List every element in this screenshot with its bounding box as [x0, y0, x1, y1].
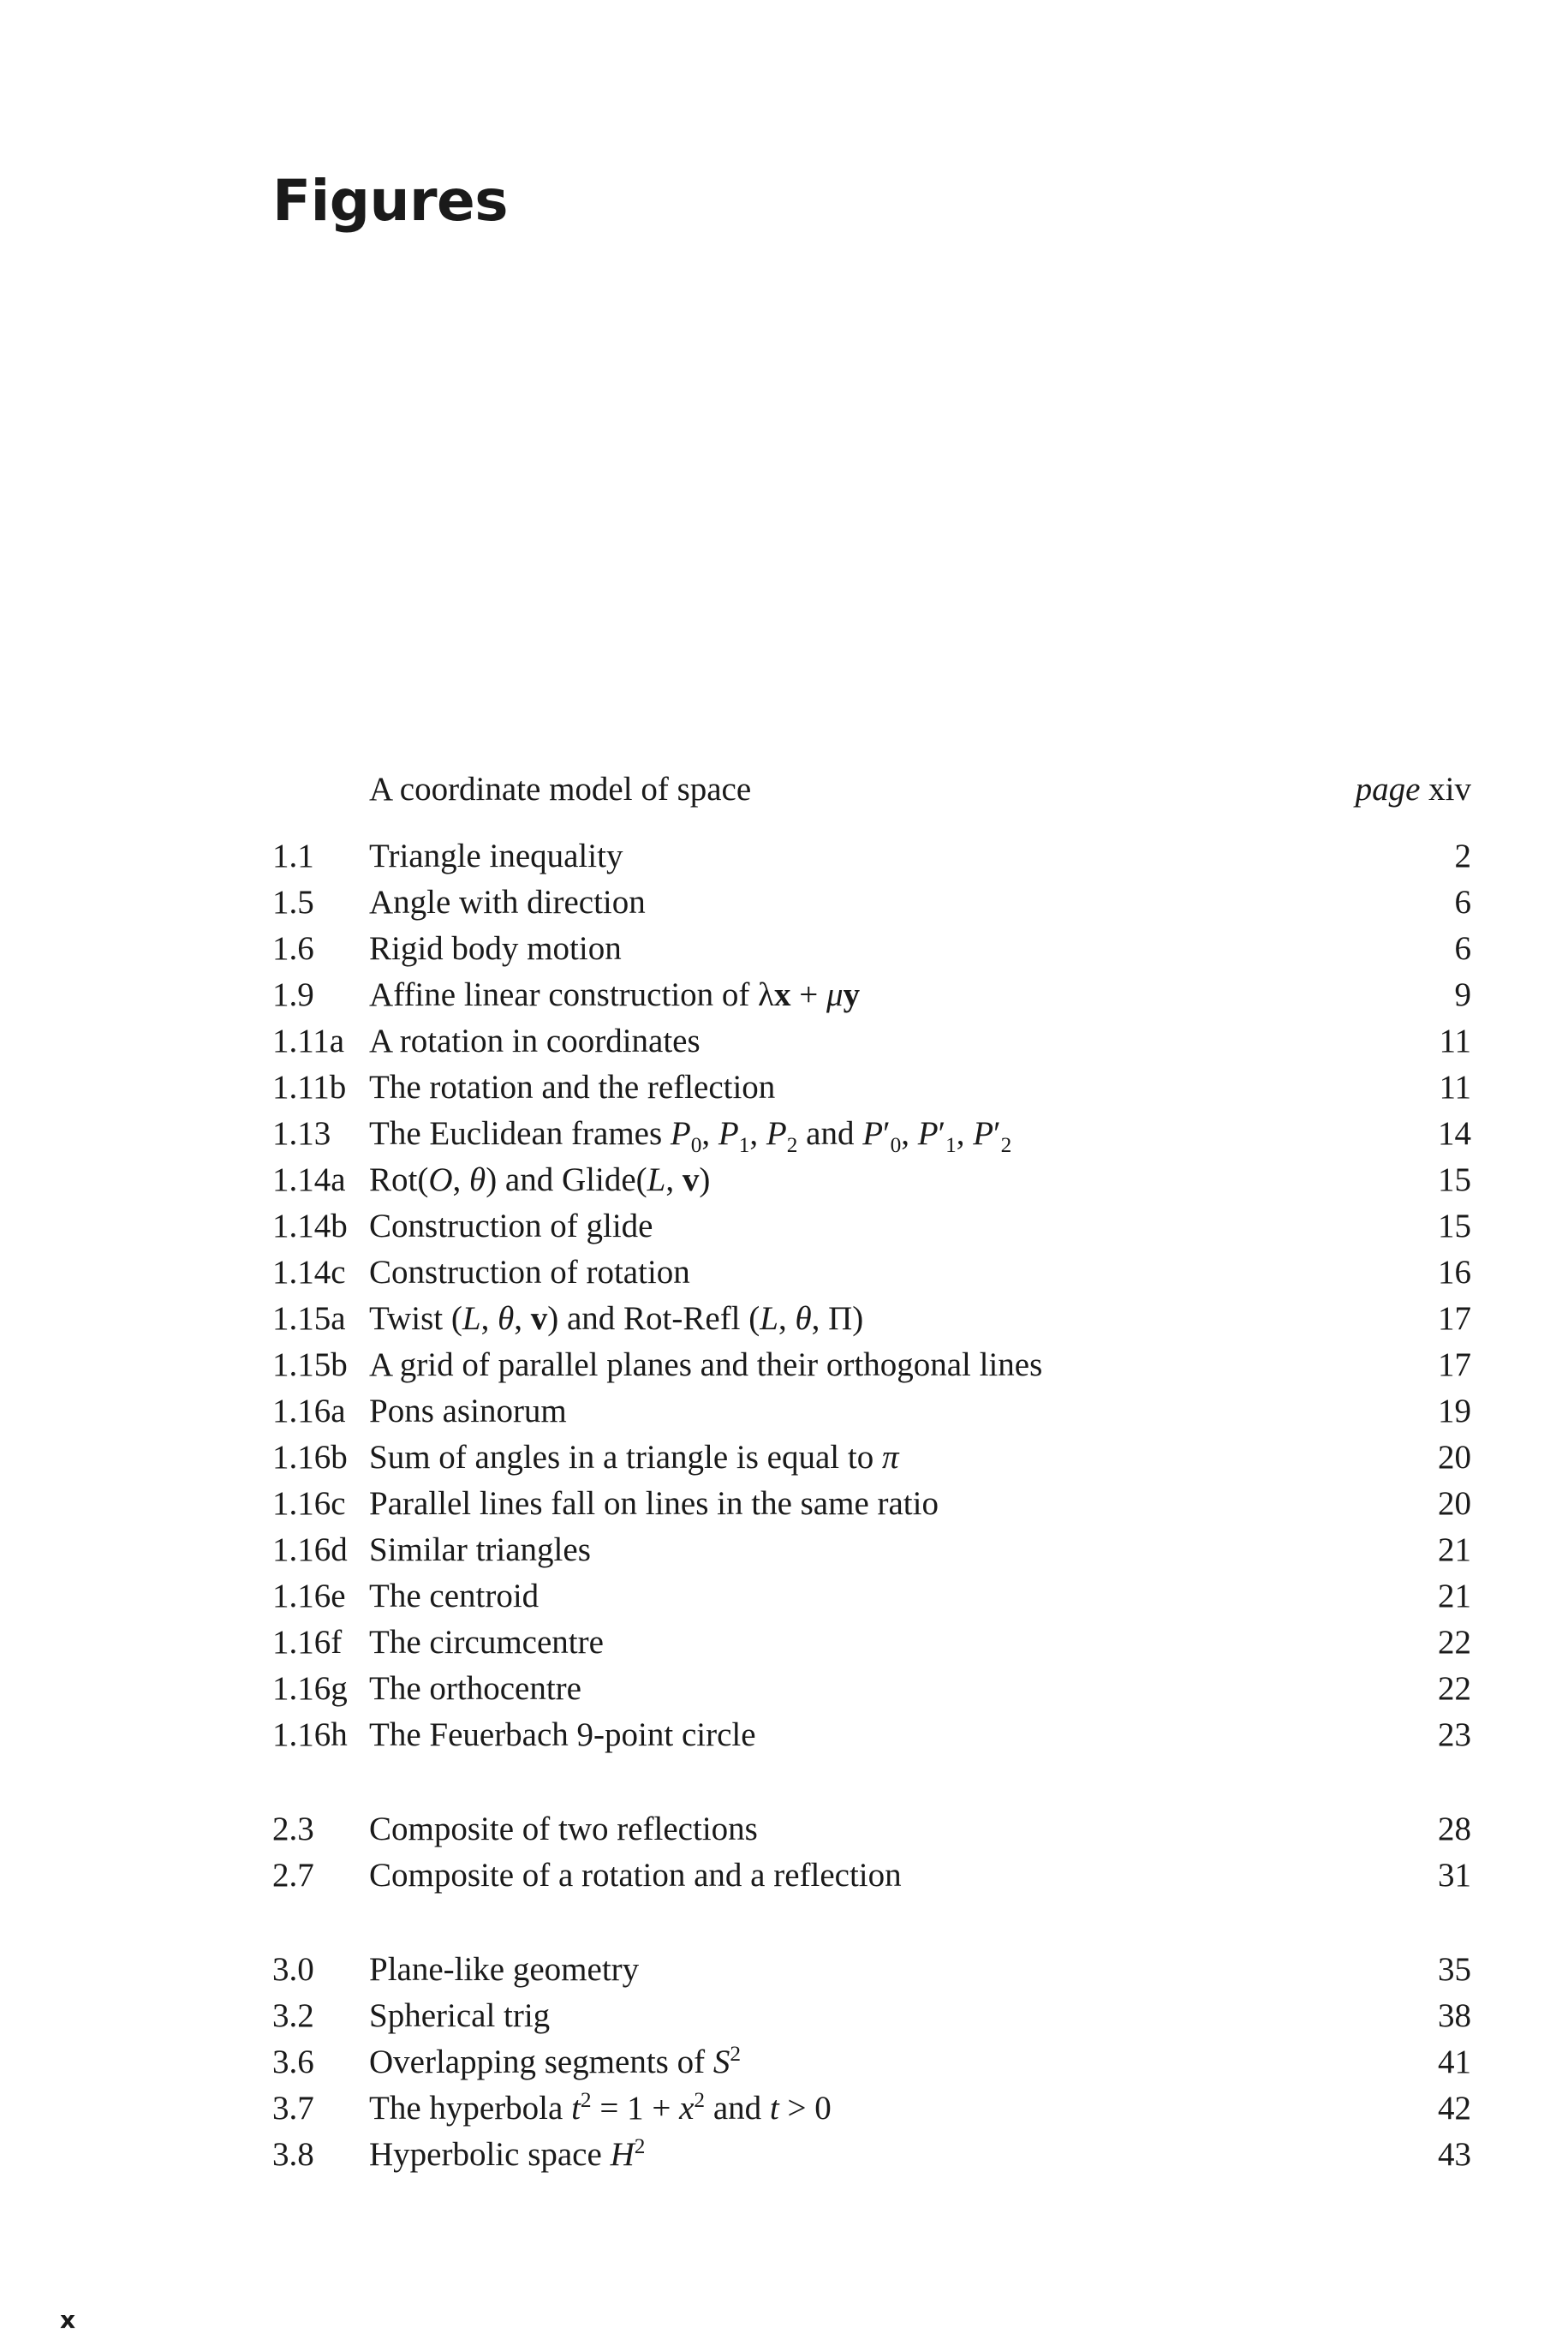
- entry-number: 1.9: [272, 976, 314, 1013]
- entry-label: Hyperbolic space $H^2$: [369, 2134, 646, 2173]
- list-item: [272, 1573, 1471, 1620]
- entry-page: 11: [1439, 1069, 1471, 1106]
- entry-number: 2.7: [272, 1857, 314, 1894]
- entry-number: 1.16f: [272, 1624, 343, 1661]
- entry-label: Composite of two reflections: [369, 1811, 758, 1847]
- list-item: [272, 972, 1471, 1018]
- figure-list: [272, 767, 1471, 2178]
- entry-page: 35: [1438, 1951, 1471, 1988]
- list-item: [272, 1203, 1471, 1250]
- entry-number: 2.3: [272, 1811, 314, 1847]
- entry-number: 1.16g: [272, 1670, 348, 1707]
- entry-page: 17: [1438, 1300, 1471, 1337]
- entry-page: 16: [1438, 1254, 1471, 1291]
- entry-label: The Euclidean frames $P_0$, $P_1$, $P_2$ and $P'_0$, $P'_1$, $P'_2$: [369, 1115, 1012, 1157]
- entry-number: 1.16b: [272, 1439, 348, 1476]
- entry-page: 41: [1438, 2044, 1471, 2080]
- entry-page: 15: [1438, 1161, 1471, 1198]
- entry-number: 1.14a: [272, 1161, 346, 1198]
- entry-page: 43: [1438, 2136, 1471, 2173]
- entry-page: 6: [1454, 930, 1471, 967]
- entry-number: 1.16a: [272, 1393, 346, 1429]
- entry-label: Construction of glide: [369, 1208, 653, 1244]
- page-title: Figures: [272, 168, 509, 234]
- entry-number: 1.15b: [272, 1346, 348, 1383]
- entry-label: A rotation in coordinates: [369, 1023, 701, 1059]
- entry-page: 22: [1438, 1624, 1471, 1661]
- entry-page: [1356, 767, 1471, 813]
- entry-label: The orthocentre: [369, 1670, 581, 1707]
- entry-page: 21: [1438, 1578, 1471, 1614]
- entry-label: Sum of angles in a triangle is equal to π: [369, 1439, 899, 1476]
- list-item: [272, 2039, 1471, 2085]
- entry-label: The hyperbola $t^2 = 1 + x^2$ and t > 0: [369, 2088, 832, 2127]
- page-folio: x: [60, 2306, 76, 2334]
- entry-page: 21: [1438, 1531, 1471, 1568]
- list-item: [272, 1065, 1471, 1111]
- entry-page: 19: [1438, 1393, 1471, 1429]
- list-item: [272, 2085, 1471, 2132]
- page-number: xiv: [1428, 771, 1471, 808]
- list-item: [272, 2132, 1471, 2178]
- entry-number: 1.11a: [272, 1023, 345, 1059]
- list-item: [272, 767, 1471, 813]
- entry-page: 38: [1438, 1997, 1471, 2034]
- list-item: [272, 1435, 1471, 1481]
- entry-label: Rigid body motion: [369, 930, 622, 967]
- entry-page: 11: [1439, 1023, 1471, 1059]
- entry-label: The Feuerbach 9-point circle: [369, 1716, 756, 1753]
- entry-number: 1.16h: [272, 1716, 348, 1753]
- entry-page: 15: [1438, 1208, 1471, 1244]
- entry-number: 1.13: [272, 1115, 331, 1152]
- entry-label: The circumcentre: [369, 1624, 604, 1661]
- list-item: [272, 926, 1471, 972]
- entry-page: 9: [1454, 976, 1471, 1013]
- list-item: [272, 1993, 1471, 2039]
- entry-number: 1.14b: [272, 1208, 348, 1244]
- entry-page: 17: [1438, 1346, 1471, 1383]
- entry-page: 2: [1454, 838, 1471, 874]
- entry-number: 3.2: [272, 1997, 314, 2034]
- entry-number: 3.0: [272, 1951, 314, 1988]
- entry-label: Twist (L, θ, v) and Rot-Refl (L, θ, Π): [369, 1300, 864, 1337]
- list-item: [272, 1111, 1471, 1157]
- entry-number: 1.16d: [272, 1531, 348, 1568]
- list-item: [272, 1250, 1471, 1296]
- list-item: [272, 1342, 1471, 1388]
- entry-label: Similar triangles: [369, 1531, 591, 1568]
- list-item: [272, 1157, 1471, 1203]
- list-item: [272, 1620, 1471, 1666]
- entry-label: The rotation and the reflection: [369, 1069, 776, 1106]
- entry-page: 31: [1438, 1857, 1471, 1894]
- entry-label: Triangle inequality: [369, 838, 623, 874]
- entry-page: 14: [1438, 1115, 1471, 1152]
- list-item: [272, 833, 1471, 880]
- entry-label: Affine linear construction of λx + μy: [369, 976, 861, 1013]
- entry-label: Rot(O, θ) and Glide(L, v): [369, 1161, 711, 1198]
- list-item: [272, 1527, 1471, 1573]
- entry-label: Composite of a rotation and a reflection: [369, 1857, 902, 1894]
- page-prefix: page: [1355, 771, 1421, 808]
- list-item: [272, 1018, 1471, 1065]
- entry-label: Plane-like geometry: [369, 1951, 640, 1988]
- entry-label: The centroid: [369, 1578, 540, 1614]
- entry-label: Spherical trig: [369, 1997, 551, 2034]
- list-item: [272, 1712, 1471, 1758]
- entry-number: 1.16e: [272, 1578, 346, 1614]
- entry-number: 3.8: [272, 2136, 314, 2173]
- entry-number: 1.15a: [272, 1300, 346, 1337]
- list-item: [272, 1947, 1471, 1993]
- entry-number: 1.5: [272, 884, 314, 921]
- entry-page: 6: [1454, 884, 1471, 921]
- entry-page: 23: [1438, 1716, 1471, 1753]
- list-item: [272, 1388, 1471, 1435]
- list-item: [272, 1481, 1471, 1527]
- entry-page: 28: [1438, 1811, 1471, 1847]
- entry-page: 20: [1438, 1439, 1471, 1476]
- entry-number: 1.14c: [272, 1254, 346, 1291]
- list-item: [272, 1296, 1471, 1342]
- entry-label: Overlapping segments of $S^2$: [369, 2042, 741, 2080]
- entry-label: Parallel lines fall on lines in the same ratio: [369, 1485, 939, 1522]
- list-item: [272, 1666, 1471, 1712]
- entry-page: 42: [1438, 2090, 1471, 2127]
- entry-label: Construction of rotation: [369, 1254, 690, 1291]
- entry-number: 1.1: [272, 838, 314, 874]
- entry-label: A coordinate model of space: [369, 771, 752, 808]
- entry-label: A grid of parallel planes and their orthogonal lines: [369, 1346, 1043, 1383]
- list-item: [272, 1853, 1471, 1899]
- entry-page: 20: [1438, 1485, 1471, 1522]
- list-item: [272, 880, 1471, 926]
- entry-number: 1.16c: [272, 1485, 346, 1522]
- entry-number: 3.7: [272, 2090, 314, 2127]
- entry-number: 1.11b: [272, 1069, 347, 1106]
- list-item: [272, 1806, 1471, 1853]
- entry-number: 3.6: [272, 2044, 314, 2080]
- entry-label: Pons asinorum: [369, 1393, 567, 1429]
- entry-number: 1.6: [272, 930, 314, 967]
- entry-label: Angle with direction: [369, 884, 646, 921]
- entry-page: 22: [1438, 1670, 1471, 1707]
